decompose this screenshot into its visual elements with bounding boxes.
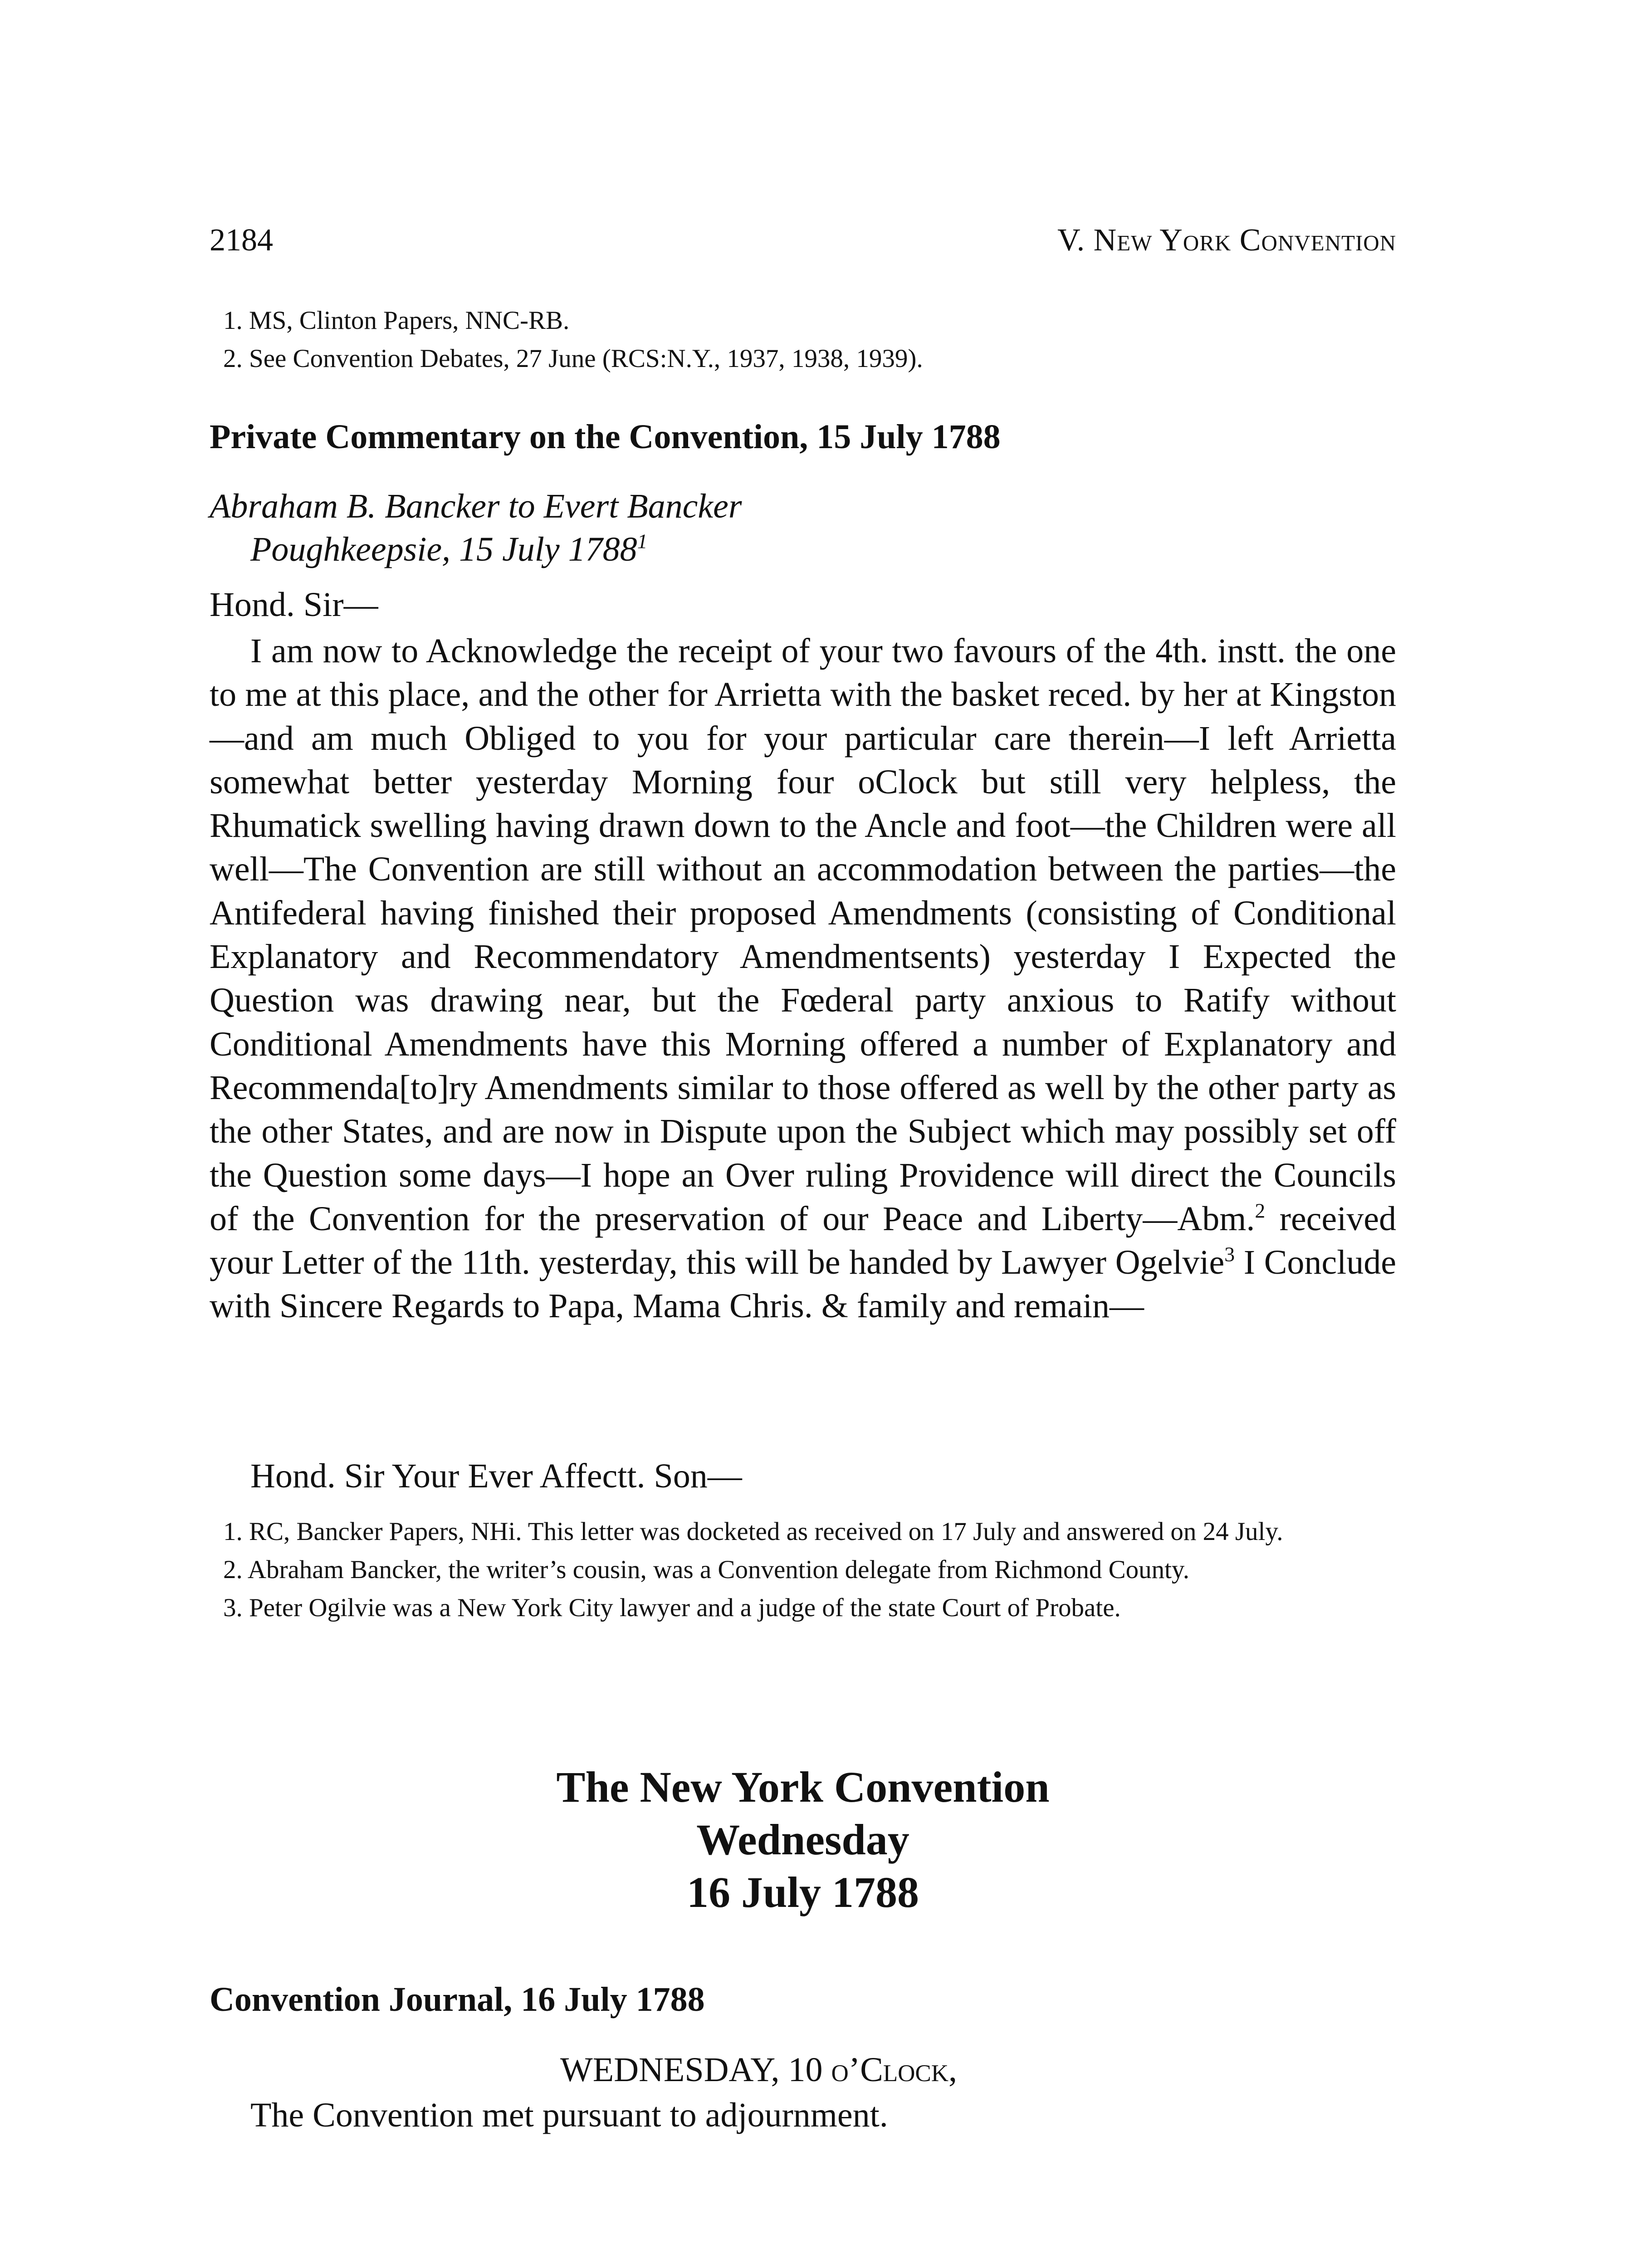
section-heading-private-commentary: Private Commentary on the Convention, 15 July 1788 — [210, 418, 1001, 456]
title-line-1: The New York Convention — [556, 1763, 1050, 1811]
note-ref-2: 2 — [1255, 1199, 1266, 1222]
letter-footnote-2: 2. Abraham Bancker, the writer’s cousin, was a Convention delegate from Richmond County. — [223, 1555, 1189, 1584]
journal-met-line: The Convention met pursuant to adjournment. — [250, 2096, 888, 2134]
footnote-1: 1. MS, Clinton Papers, NNC-RB. — [223, 306, 570, 335]
place-date-note: 1 — [637, 529, 648, 553]
page-number: 2184 — [210, 223, 273, 258]
journal-time-label: o’Clock, — [831, 2051, 958, 2089]
footnote-2: 2. See Convention Debates, 27 June (RCS:N.Y., 1937, 1938, 1939). — [223, 344, 923, 373]
running-header — [210, 221, 1396, 259]
place-date-text: Poughkeepsie, 15 July 1788 — [250, 530, 637, 568]
running-title: V. New York Convention — [1057, 223, 1396, 258]
letter-body-part-3: I Conclude with Sincere Regards to Papa, Mama Chris. & family and remain— — [210, 1243, 1396, 1325]
letter-author-line: Abraham B. Bancker to Evert Bancker — [210, 487, 742, 525]
letter-footnotes — [210, 1513, 1396, 1627]
title-line-3: 16 July 1788 — [686, 1868, 919, 1916]
letter-body — [210, 629, 1396, 1328]
top-footnotes — [210, 302, 1396, 378]
title-line-2: Wednesday — [696, 1815, 909, 1864]
letter-footnote-1: 1. RC, Bancker Papers, NHi. This letter was docketed as received on 17 July and answered on 24 July. — [223, 1517, 1283, 1546]
letter-salutation: Hond. Sir— — [210, 586, 378, 624]
letter-body-part-2: received your Letter of the 11th. yesterday, this will be handed by Lawyer Ogelvie — [210, 1199, 1396, 1282]
letter-closing: Hond. Sir Your Ever Affectt. Son— — [250, 1457, 742, 1495]
journal-day-line — [560, 2048, 957, 2092]
journal-day-label: WEDNESDAY, 10 — [560, 2051, 831, 2089]
section-heading-convention-journal: Convention Journal, 16 July 1788 — [210, 1980, 705, 2019]
convention-day-title — [210, 1761, 1396, 1919]
letter-footnote-3: 3. Peter Ogilvie was a New York City lawyer and a judge of the state Court of Probate. — [223, 1593, 1121, 1622]
letter-place-date — [250, 528, 647, 570]
letter-body-part-1: I am now to Acknowledge the receipt of your two favours of the 4th. instt. the one to me at this place, and the other for Arrietta with the basket reced. by her at Kingston—and am much Obliged to you for your particular care therein—I left Arrietta somewhat better yesterday Morning four oClock but still very helpless, the Rhumatick swelling having drawn down to the Ancle and foot—the Children were all well—The Convention are still without an accommodation between the parties—the Antifederal having finished their proposed Amendments (consisting of Conditional Explanatory and Recommendatory Amendmentsents) yesterday I Expected the Question was drawing near, but the Fœderal party anxious to Ratify without Conditional Amendments have this Morning offered a number of Explanatory and Recommenda[to]ry Amendments similar to those offered as well by the other party as the other States, and are now in Dispute upon the Subject which may possibly set off the Question some days—I hope an Over ruling Providence will direct the Councils of the Convention for the preservation of our Peace and Liberty—Abm. — [210, 632, 1396, 1238]
note-ref-3: 3 — [1224, 1242, 1235, 1266]
